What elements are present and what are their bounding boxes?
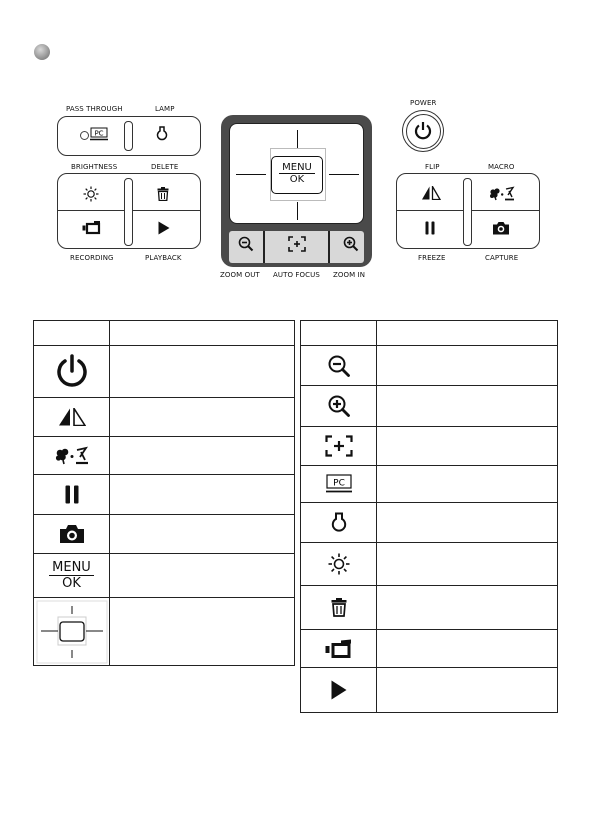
divider-slot: [124, 178, 133, 246]
icon-cell: [301, 427, 377, 466]
description-cell: [377, 586, 558, 630]
power-caption: POWER: [410, 99, 437, 107]
freeze-icon[interactable]: [425, 221, 435, 235]
left-icon-table: [33, 320, 295, 666]
description-cell: [377, 466, 558, 503]
divider-slot: [124, 121, 133, 151]
icon-cell: [301, 630, 377, 668]
brightness-caption: BRIGHTNESS: [71, 163, 118, 171]
icon-cell: [34, 598, 110, 666]
delete-icon[interactable]: [157, 187, 169, 201]
table-row: [34, 346, 295, 398]
icon-cell: [34, 398, 110, 437]
power-icon[interactable]: [414, 121, 432, 140]
table-row: [301, 346, 558, 386]
indicator-led: [80, 131, 89, 140]
zoom-in-icon[interactable]: [343, 236, 359, 252]
description-cell: [110, 554, 295, 598]
table-header-row: [301, 321, 558, 346]
playback-caption: PLAYBACK: [145, 254, 182, 262]
auto-focus-caption: AUTO FOCUS: [273, 271, 320, 279]
pc-label: PC: [332, 478, 345, 489]
zoom-out-caption: ZOOM OUT: [220, 271, 260, 279]
icon-cell: [34, 554, 110, 598]
description-cell: [110, 475, 295, 515]
description-cell: [110, 346, 295, 398]
brightness-icon: [328, 553, 350, 575]
lamp-caption: LAMP: [155, 105, 175, 113]
brightness-icon[interactable]: [83, 186, 99, 202]
table-row: [301, 466, 558, 503]
table-header-cell: [110, 321, 295, 346]
freeze-caption: FREEZE: [418, 254, 446, 262]
power-icon: [55, 354, 89, 390]
menu-label: MENU: [279, 162, 315, 174]
table-header-cell: [301, 321, 377, 346]
right-line[interactable]: [329, 174, 359, 175]
brightness-delete-panel: [57, 173, 201, 249]
icon-cell: [34, 475, 110, 515]
table-row: [301, 543, 558, 586]
description-cell: [110, 598, 295, 666]
flip-icon[interactable]: [421, 186, 441, 200]
table-row: [301, 386, 558, 427]
table-row: [34, 437, 295, 475]
playback-icon[interactable]: [158, 221, 170, 235]
flip-icon: [58, 408, 86, 426]
flip-caption: FLIP: [425, 163, 440, 171]
zoom-in-icon: [328, 395, 350, 417]
pass-through-lamp-panel: [57, 116, 201, 156]
table-row: [34, 475, 295, 515]
capture-icon[interactable]: [492, 221, 510, 235]
icon-cell: [301, 346, 377, 386]
macro-icon[interactable]: [489, 186, 515, 201]
lamp-icon[interactable]: [156, 126, 168, 142]
ok-label: OK: [289, 174, 305, 185]
icon-cell: [301, 543, 377, 586]
zoom-out-icon: [328, 355, 350, 377]
description-cell: [377, 543, 558, 586]
directional-pad-icon: [36, 600, 108, 664]
description-cell: [110, 398, 295, 437]
icon-cell: [34, 346, 110, 398]
delete-icon: [331, 598, 347, 617]
table-row: [301, 503, 558, 543]
icon-cell: [301, 586, 377, 630]
description-cell: [377, 386, 558, 427]
zoom-out-icon[interactable]: [238, 236, 254, 252]
capture-caption: CAPTURE: [485, 254, 519, 262]
section-bullet: [34, 44, 50, 60]
recording-icon[interactable]: [82, 221, 102, 235]
lamp-icon: [331, 512, 347, 534]
description-cell: [110, 515, 295, 554]
pc-label: PC: [94, 129, 104, 138]
table-header-cell: [34, 321, 110, 346]
freeze-icon: [65, 485, 79, 504]
pass-through-icon: [326, 474, 352, 494]
playback-icon: [331, 680, 347, 700]
description-cell: [110, 437, 295, 475]
macro-caption: MACRO: [488, 163, 515, 171]
icon-cell: [34, 437, 110, 475]
icon-cell: [301, 503, 377, 543]
table-row: [301, 668, 558, 713]
delete-caption: DELETE: [151, 163, 179, 171]
table-header-cell: [377, 321, 558, 346]
right-icon-table: [300, 320, 558, 713]
recording-caption: RECORDING: [70, 254, 114, 262]
table-row: [301, 630, 558, 668]
menu-ok-button[interactable]: [271, 156, 323, 194]
icon-cell: [301, 386, 377, 427]
icon-cell: [34, 515, 110, 554]
pass-through-caption: PASS THROUGH: [66, 105, 123, 113]
description-cell: [377, 503, 558, 543]
auto-focus-icon: [325, 435, 353, 457]
flip-macro-panel: [396, 173, 540, 249]
macro-icon: [55, 446, 89, 465]
pass-through-icon[interactable]: [90, 127, 108, 141]
auto-focus-icon[interactable]: [288, 236, 306, 252]
up-line[interactable]: [297, 130, 298, 148]
table-row: [34, 398, 295, 437]
recording-icon: [325, 639, 353, 659]
icon-cell: [301, 668, 377, 713]
table-row: [34, 554, 295, 598]
description-cell: [377, 668, 558, 713]
down-line[interactable]: [297, 202, 298, 220]
description-cell: [377, 346, 558, 386]
description-cell: [377, 630, 558, 668]
capture-icon: [59, 524, 85, 544]
menu-ok-icon: MENU OK: [49, 561, 94, 591]
table-header-row: [34, 321, 295, 346]
table-row: [301, 427, 558, 466]
left-line[interactable]: [236, 174, 266, 175]
icon-cell: [301, 466, 377, 503]
table-row: [34, 598, 295, 666]
table-row: [301, 586, 558, 630]
table-row: [34, 515, 295, 554]
zoom-in-caption: ZOOM IN: [333, 271, 366, 279]
description-cell: [377, 427, 558, 466]
